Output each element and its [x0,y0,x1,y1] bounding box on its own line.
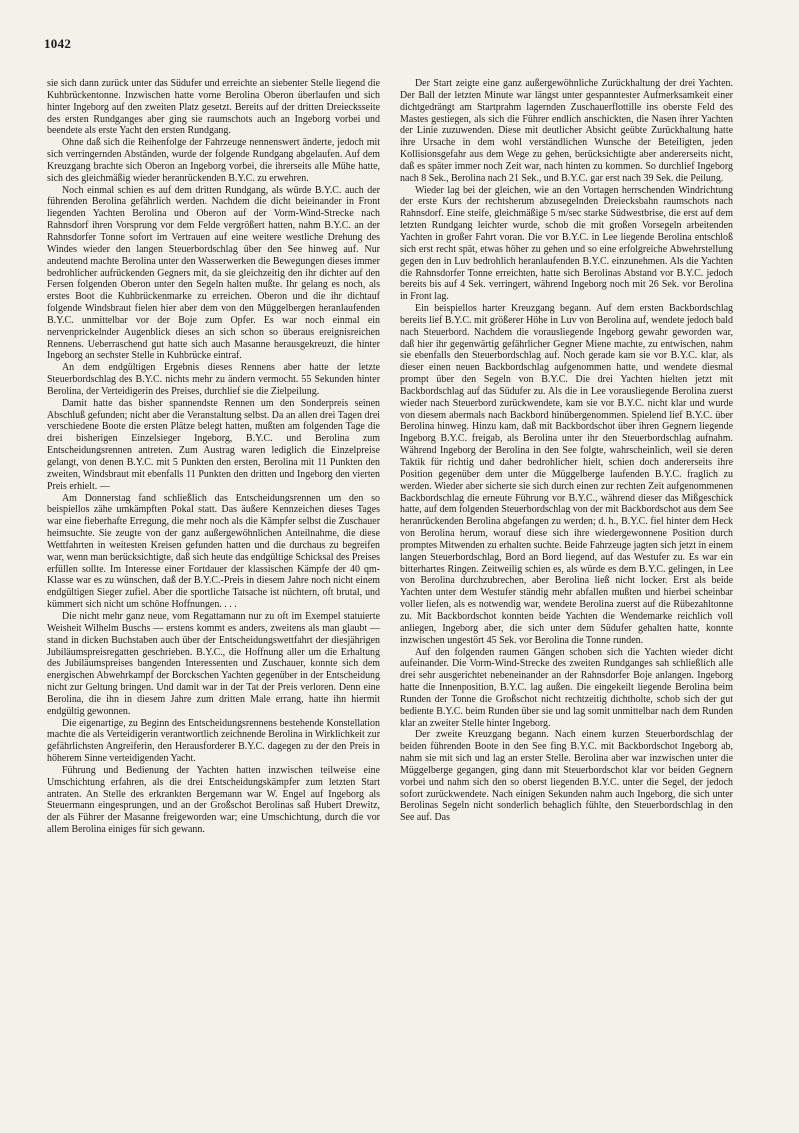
page-number: 1042 [44,36,72,51]
paragraph: sie sich dann zurück unter das Südufer und erreichte an siebenter Stelle liegend die Kuhbrückentonne. Inzwischen hatte vorne Berolina Oberon überlaufen und sich hinter Ingeborg auf den zweiten Platz gesetzt. Bereits auf der dritten Dreiecksseite des ersten Rundganges aber ging sie raumschots auch an Ingeborg vorbei und beendete als erste Yacht den ersten Rundgang. [47,78,380,137]
right-column [400,78,733,1108]
paragraph: Ein beispiellos harter Kreuzgang begann. Auf dem ersten Backbordschlag bereits lief B.Y.C. mit größerer Höhe in Luv von Berolina auf, wendete jedoch bald nach Steuerbord. Nachdem die vorausliegende Ingeborg gewahr geworden war, daß hier ihr gegenwärtig gefährlicher Gegner Miene machte, zu entwischen, nahm sie ebenfalls den Steuerbordschlag auf. Noch gerade kam sie vor B.Y.C. klar, als dieser einen neuen Backbordschlag aufgenommen hatte, und wendete diesmal prompt über den Segeln von B.Y.C. Die drei Yachten hielten jetzt mit Backbordschlag auf das Südufer zu. Als die in Lee vorausliegende Berolina zuerst wieder nach Steuerbord zurückwendete, kam sie vor B.Y.C. nicht klar und wurde von diesem abermals nach Backbord hinübergenommen. Spielend lief B.Y.C. über Berolina hinweg. Hinzu kam, daß mit Backbordschot über ihren Gegnern liegende Ingeborg B.Y.C. freigab, als Berolina unter ihr den Steuerbordschlag aufnahm. Während Ingeborg der Berolina in den See folgte, wahrscheinlich, weil sie deren Taktik für richtig und daher bedrohlicher hielt, schien doch andererseits ihre Position gegenüber dem unter die Müggelberge laufenden B.Y.C. fraglich zu werden. Wieder aber sicherte sie sich durch einen zur rechten Zeit aufgenommenen Backbordschlag die erneute Führung vor B.Y.C., während dieser das Mißgeschick hatte, auf dem folgenden Steuerbordschlag von der mit Backbordschot aus dem See heranrückenden Berolina abgefangen zu werden; d. h., B.Y.C. fiel hinter dem Heck von Berolina herum, worauf diese sich ihre wiedergewonnene Position durch promptes Mitwenden zu erhalten suchte. Beide Fahrzeuge jagten sich jetzt in einem langen Steuerbordschlag, Bord an Bord liegend, auf das Westufer zu. Es war ein bitterhartes Ringen. Zeitweilig schien es, als würde es dem B.Y.C. gelingen, in Lee von Berolina durchzubrechen, aber Berolina ließ nicht locker. Erst als beide Yachten unter dem Westufer ständig mehr abfallen mußten und hierbei scheinbar voller liefen, als es notwendig war, wendete Berolina zuerst auf die Rübezahltonne zu. Mit Backbordschot konnten beide Yachten die Wendemarke reichlich voll anliegen, Ingeborg aber, die sich unter dem Südufer gehalten hatte, konnte inzwischen ungestört 45 Sek. vor Berolina die Tonne runden. [400,303,733,646]
paragraph: Die eigenartige, zu Beginn des Entscheidungsrennens bestehende Konstellation machte die als Verteidigerin verantwortlich zeichnende Berolina in Wirklichkeit zur gefährlichsten Angreiferin, den Herausforderer B.Y.C. dagegen zu der den Preis in höherem Sinne verteidigenden Yacht. [47,717,380,765]
paragraph: Noch einmal schien es auf dem dritten Rundgang, als würde B.Y.C. auch der führenden Berolina gefährlich werden. Nachdem die dicht beieinander in Front liegenden Yachten Berolina und Oberon auf der Vorm-Wind-Strecke nach Rahnsdorf ihren Vorsprung vor dem Felde vergrößert hatten, nahm B.Y.C. an der Rahnsdorfer Tonne sofort im Vertrauen auf eine weitere westliche Drehung des Windes wieder den langen Steuerbordschlag über den See hinweg auf. Nur andeutend machte Berolina unter den Wasserwerken die Bewegungen dieses immer bedrohlicher aufrückenden Gegners mit, da sie gleichzeitig den ihr dichter auf den Fersen folgenden Oberon unter den Segeln halten mußte. Ihr gelang es noch, als erstes Boot die Kuhbrückenmarke zu erreichen. Oberon und die ihr dichtauf folgende Windsbraut fielen hier aber dem von den Müggelbergen heranlaufenden B.Y.C. unmittelbar vor der Boje zum Opfer. Es war noch einmal ein nervenprickelnder Augenblick dieses an sich schon so überaus ereignisreichen Rennens. Ueberraschend gut hatte sich auch Masanne herausgekreuzt, die hinter Ingeborg an sechster Stelle in Kuhbrücke eintraf. [47,184,380,362]
paragraph: Führung und Bedienung der Yachten hatten inzwischen teilweise eine Umschichtung erfahren, als die drei Entscheidungskämpfer zum letzten Start antraten. An Stelle des erkrankten Bergemann war W. Engel auf Ingeborg als Steuermann eingesprungen, und an der Großschot Berolinas saß Hubert Drewitz, der als Führer der Masanne freigeworden war; eine Umschichtung, durch die vor allem Berolina einiges für sich gewann. [47,764,380,836]
paragraph: Auf den folgenden raumen Gängen schoben sich die Yachten wieder dicht aufeinander. Die Vorm-Wind-Strecke des zweiten Rundganges sah schließlich alle drei sehr ausgerichtet nebeneinander an der Rahnsdorfer Boje anlangen. Ingeborg hatte die Innenposition, B.Y.C. lag außen. Die eingekeilt liegende Berolina beim Runden der Tonne die Großschot nicht rechtzeitig dichtholte, schob sich der gut bediente B.Y.C. beim Runden über sie und lag somit unmittelbar nach dem Runden klar an zweiter Stelle hinter Ingeborg. [400,646,733,729]
paragraph: Wieder lag bei der gleichen, wie an den Vortagen herrschenden Windrichtung der erste Kurs der rechtsherum abzusegelnden Dreiecksbahn raumschots nach Rahnsdorf. Eine steife, gleichmäßige 5 m/sec starke Südwestbrise, die erst auf dem letzten Rundgang leichter wurde, schob die mit großen Vorsegeln arbeitenden Yachten in großer Fahrt voran. Die vor B.Y.C. in Lee liegende Berolina entschloß sich erst recht spät, etwas höher zu gehen und so eine erfolgreiche Abwehrstellung gegen den in Luv bedrohlich heranlaufenden B.Y.C. einzunehmen. Als die Yachten die Rahnsdorfer Tonne erreichten, hatte sich Berolinas Abstand vor B.Y.C. jedoch bereits bis auf 4 Sek. verringert, während Ingeborg noch mit 26 Sek. vor Berolina in Front lag. [400,184,733,303]
paragraph: Ohne daß sich die Reihenfolge der Fahrzeuge nennenswert änderte, jedoch mit sich verringernden Abständen, wurde der folgende Rundgang abgelaufen. Auf dem Kreuzgang brachte sich Oberon an Ingeborg vorbei, die ihrerseits alle Mühe hatte, sich des gleichmäßig wieder heranrückenden B.Y.C. zu erwehren. [47,137,380,184]
paragraph: Damit hatte das bisher spannendste Rennen um den Sonderpreis seinen Abschluß gefunden; nicht aber die Veranstaltung selbst. Da an allen drei Tagen drei verschiedene Boote die ersten Plätze belegt hatten, mußten am folgenden Tage die drei bisherigen Einzelsieger Ingeborg, B.Y.C. und Berolina zum Entscheidungsrennen antreten. Zum Austrag waren lediglich die Einzelpreise gelangt, von denen B.Y.C. mit 5 Punkten den ersten, Berolina mit 11 Punkten den zweiten, Windsbraut mit ebenfalls 11 Punkten den dritten und Ingeborg den vierten Preis erhielt. — [47,397,380,492]
paragraph: Der Start zeigte eine ganz außergewöhnliche Zurückhaltung der drei Yachten. Der Ball der letzten Minute war längst unter gespanntester Aufmerksamkeit einer dichtgedrängt am Startprahm lagernden Zuschauerflottille ins oberste Feld des Mastes gestiegen, als sich die Führer endlich anschickten, die Nasen ihrer Yachten der Linie zuzuwenden. Diese mit deutlicher Absicht geübte Zurückhaltung hatte ihre Ursache in dem wohl verständlichen Wunsche der Beteiligten, jeden Kollisionsgefahr aus dem Wege zu gehen, berücksichtigte aber andererseits nicht, daß es später immer noch Zeit war, nach hinten zu kommen. So durchlief Ingeborg nach 8 Sek., Berolina nach 21 Sek., und B.Y.C. gar erst nach 39 Sek. die Peilung. [400,78,733,184]
paragraph: Am Donnerstag fand schließlich das Entscheidungsrennen um den so beispiellos zähe umkämpften Pokal statt. Das äußere Kennzeichen dieses Tages war eine fieberhafte Erregung, die mehr noch als die Kämpfer selbst die Zuschauer heimsuchte. Sie zeugte von der ganz außergewöhnlichen Anteilnahme, die diese Wettfahrten in weitesten Kreisen gefunden hatten und die durchaus zu begreifen war, wenn man berücksichtigte, daß sich heute das endgültige Schicksal des Preises erfüllen sollte. Im Interesse einer Fortdauer der klassischen Kämpfe der 40 qm-Klasse war es zu wünschen, daß der B.Y.C.-Preis in diesem Jahre noch nicht einem endgültigen Sieger zufiel. Aber die sportliche Tatsache ist nüchtern, oft brutal, und kümmert sich nicht um schöne Hoffnungen. . . . [47,492,380,611]
left-column [47,78,380,1108]
paragraph: Der zweite Kreuzgang begann. Nach einem kurzen Steuerbordschlag der beiden führenden Boote in den See fing B.Y.C. mit Backbordschot Ingeborg ab, nahm sie mit sich und lag an erster Stelle. Berolina aber war inzwischen unter die Müggelberge gegangen, ging dann mit Steuerbordschot klar vor beiden Gegnern vorbei und nahm sich den so oberst liegenden B.Y.C. unter die Segel, der jedoch sofort zurückwendete. Nach einigen Sekunden nahm auch Ingeborg, die sich unter Berolinas Segeln nicht sonderlich behaglich fühlte, den Steuerbordschlag in den See auf. Das [400,729,733,824]
paragraph: An dem endgültigen Ergebnis dieses Rennens aber hatte der letzte Steuerbordschlag des B.Y.C. nichts mehr zu ändern vermocht. 55 Sekunden hinter Berolina, der Verteidigerin des Preises, durchlief sie die Zielpeilung. [47,362,380,397]
paragraph: Die nicht mehr ganz neue, vom Regattamann nur zu oft im Exempel statuierte Weisheit Wilhelm Buschs — erstens kommt es anders, zweitens als man glaubt — stand in dicken Buchstaben auch über der Entscheidungswettfahrt der diesjährigen Jubiläumspreisregatten geschrieben. B.Y.C., die Hoffnung aller um die Erhaltung des Jubiläumspreises bangenden Interessenten und Zuschauer, konnte sich dem energischen Abwehrkampf der Borckschen Yachten gegenüber in der Entscheidung nicht zur Geltung bringen. Und damit war in der Tat der Preis verloren. Denn eine Berolina, die ihn in diesem Jahre zum dritten Male errang, hatte ihn hiermit endgültig gewonnen. [47,610,380,717]
